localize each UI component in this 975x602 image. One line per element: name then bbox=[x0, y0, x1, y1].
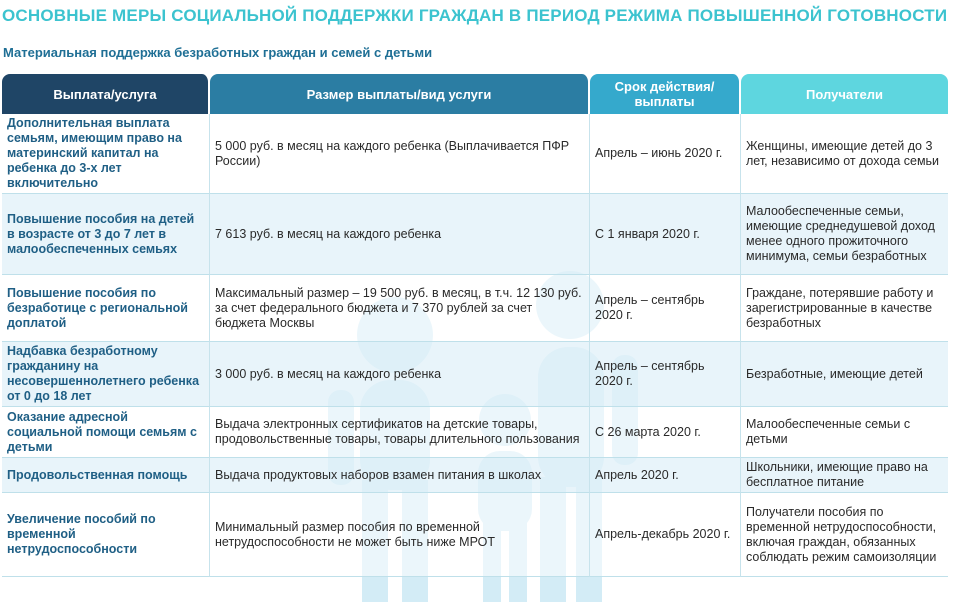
cell-service: Оказание адресной социальной помощи семьям с детьми bbox=[2, 407, 210, 458]
section-subtitle: Материальная поддержка безработных граждан и семей с детьми bbox=[3, 45, 433, 60]
cell-service: Повышение пособия на детей в возрасте от 3 до 7 лет в малообеспеченных семьях bbox=[2, 194, 210, 275]
cell-term: Апрель-декабрь 2020 г. bbox=[590, 493, 741, 577]
header-service: Выплата/услуга bbox=[2, 74, 210, 114]
cell-amount: Выдача продуктовых наборов взамен питания в школах bbox=[210, 458, 590, 493]
cell-service: Дополнительная выплата семьям, имеющим право на материнский капитал на ребенка до 3-х лет включительно bbox=[2, 114, 210, 194]
cell-recipients: Малообеспеченные семьи, имеющие среднедушевой доход менее одного прожиточного минимума, семьи безработных bbox=[741, 194, 948, 275]
cell-term: С 1 января 2020 г. bbox=[590, 194, 741, 275]
cell-amount: Максимальный размер – 19 500 руб. в месяц, в т.ч. 12 130 руб. за счет федерального бюджета и 7 370 рублей за счет бюджета Москвы bbox=[210, 275, 590, 342]
cell-service: Увеличение пособий по временной нетрудоспособности bbox=[2, 493, 210, 577]
cell-term: Апрель – сентябрь 2020 г. bbox=[590, 342, 741, 407]
table-row bbox=[2, 114, 948, 194]
header-recipients: Получатели bbox=[741, 74, 948, 114]
support-measures-table bbox=[2, 74, 948, 577]
cell-service: Повышение пособия по безработице с региональной доплатой bbox=[2, 275, 210, 342]
cell-recipients: Безработные, имеющие детей bbox=[741, 342, 948, 407]
cell-amount: 7 613 руб. в месяц на каждого ребенка bbox=[210, 194, 590, 275]
cell-recipients: Граждане, потерявшие работу и зарегистрированные в качестве безработных bbox=[741, 275, 948, 342]
table-row bbox=[2, 407, 948, 458]
cell-service: Надбавка безработному гражданину на несовершеннолетнего ребенка от 0 до 18 лет bbox=[2, 342, 210, 407]
table-row bbox=[2, 275, 948, 342]
cell-term: Апрель 2020 г. bbox=[590, 458, 741, 493]
cell-term: С 26 марта 2020 г. bbox=[590, 407, 741, 458]
cell-recipients: Малообеспеченные семьи с детьми bbox=[741, 407, 948, 458]
cell-amount: Выдача электронных сертификатов на детские товары, продовольственные товары, товары длительного пользования bbox=[210, 407, 590, 458]
cell-term: Апрель – сентябрь 2020 г. bbox=[590, 275, 741, 342]
cell-recipients: Женщины, имеющие детей до 3 лет, независимо от дохода семьи bbox=[741, 114, 948, 194]
table-row bbox=[2, 458, 948, 493]
cell-term: Апрель – июнь 2020 г. bbox=[590, 114, 741, 194]
header-term: Срок действия/выплаты bbox=[590, 74, 741, 114]
cell-amount: 5 000 руб. в месяц на каждого ребенка (Выплачивается ПФР России) bbox=[210, 114, 590, 194]
table-row bbox=[2, 342, 948, 407]
cell-recipients: Получатели пособия по временной нетрудоспособности, включая граждан, обязанных соблюдать режим самоизоляции bbox=[741, 493, 948, 577]
table-header-row bbox=[2, 74, 948, 114]
cell-recipients: Школьники, имеющие право на бесплатное питание bbox=[741, 458, 948, 493]
page-title: ОСНОВНЫЕ МЕРЫ СОЦИАЛЬНОЙ ПОДДЕРЖКИ ГРАЖДАН В ПЕРИОД РЕЖИМА ПОВЫШЕННОЙ ГОТОВНОСТИ bbox=[2, 6, 948, 25]
header-amount: Размер выплаты/вид услуги bbox=[210, 74, 590, 114]
cell-amount: Минимальный размер пособия по временной нетрудоспособности не может быть ниже МРОТ bbox=[210, 493, 590, 577]
cell-amount: 3 000 руб. в месяц на каждого ребенка bbox=[210, 342, 590, 407]
table-row bbox=[2, 493, 948, 577]
table-row bbox=[2, 194, 948, 275]
cell-service: Продовольственная помощь bbox=[2, 458, 210, 493]
